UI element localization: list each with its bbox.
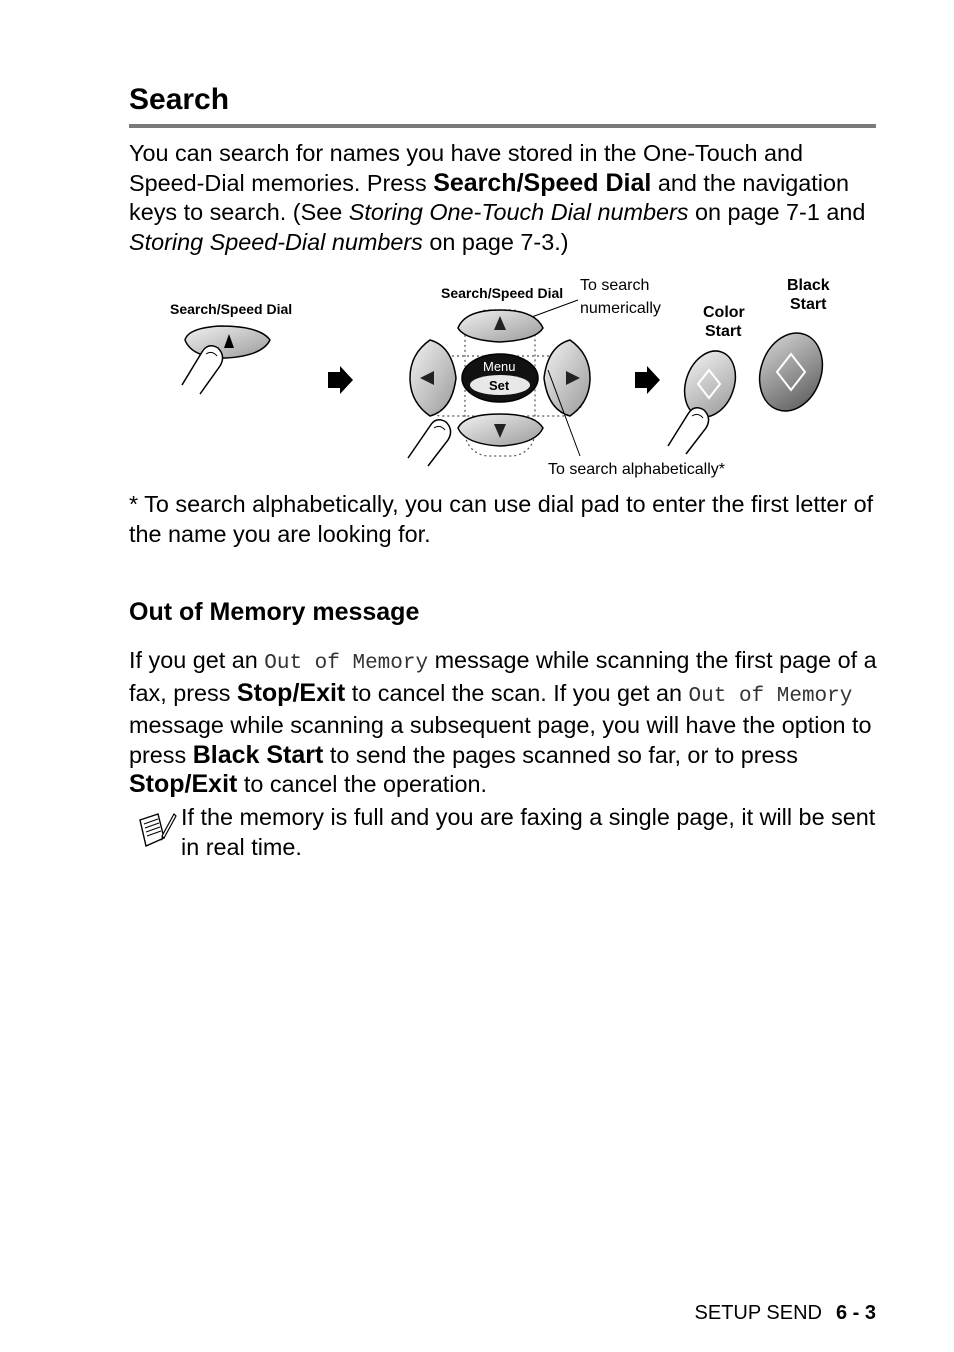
search-speed-dial-key <box>185 326 270 358</box>
arrow-right-icon <box>635 366 660 394</box>
label-search-speed-dial-top: Search/Speed Dial <box>441 285 564 301</box>
label-black-start-2: Start <box>790 296 827 313</box>
xref-one-touch: Storing One-Touch Dial numbers <box>348 199 689 226</box>
control-panel-illustration <box>160 270 830 485</box>
footer-section: SETUP SEND <box>694 1302 822 1324</box>
color-start-key <box>676 344 744 424</box>
label-to-search-1: To search <box>580 277 650 294</box>
label-search-speed-dial-left: Search/Speed Dial <box>170 301 293 317</box>
lcd-message: Out of Memory <box>688 684 853 708</box>
note-text: If the memory is full and you are faxing a single page, it will be sent in real time. <box>181 804 876 860</box>
page-number: 6 - 3 <box>835 1302 876 1324</box>
label-menu: Menu <box>483 359 516 374</box>
label-color-start-1: Color <box>703 304 745 321</box>
intro-paragraph: You can search for names you have stored in the One-Touch and Speed-Dial memories. Press Search/Speed Dial and the navigation keys to search. (See Storing One-Touch Dial numbers on page 7-1 and Storing Speed-Dial numbers on page 7-3.) <box>129 140 866 255</box>
label-set: Set <box>489 378 510 393</box>
finger-pointer-icon <box>668 408 709 454</box>
finger-pointer-icon <box>408 420 451 466</box>
stop-exit-key-name: Stop/Exit <box>129 770 238 799</box>
page-footer <box>695 1300 876 1326</box>
arrow-right-icon <box>328 366 353 394</box>
memory-paragraph: If you get an Out of Memory message while scanning the first page of a fax, press Stop/Exit to cancel the scan. If you get an Out of Memory message while scanning a subsequent page, you will have the option to press Black Start to send the pages scanned so far, or to press Stop/Exit to cancel the operation. <box>129 647 877 799</box>
label-to-search-alpha: To search alphabetically* <box>548 461 725 478</box>
page-title: Search <box>129 83 230 116</box>
stop-exit-key-name: Stop/Exit <box>236 678 346 707</box>
label-black-start-1: Black <box>787 277 830 294</box>
section-heading: Out of Memory message <box>129 598 420 626</box>
title-rule <box>129 124 876 128</box>
search-speed-dial-key-name: Search/Speed Dial <box>433 168 652 197</box>
finger-pointer-icon <box>182 346 223 394</box>
label-to-search-2: numerically <box>580 300 661 317</box>
note-pencil-icon <box>134 808 176 850</box>
xref-speed-dial: Storing Speed-Dial numbers <box>129 228 423 255</box>
black-start-key-name: Black Start <box>192 740 324 769</box>
lcd-message: Out of Memory <box>264 652 429 675</box>
label-color-start-2: Start <box>705 323 742 340</box>
footnote-paragraph: * To search alphabetically, you can use dial pad to enter the first letter of the name you are looking for. <box>129 491 874 547</box>
black-start-key <box>749 324 833 420</box>
